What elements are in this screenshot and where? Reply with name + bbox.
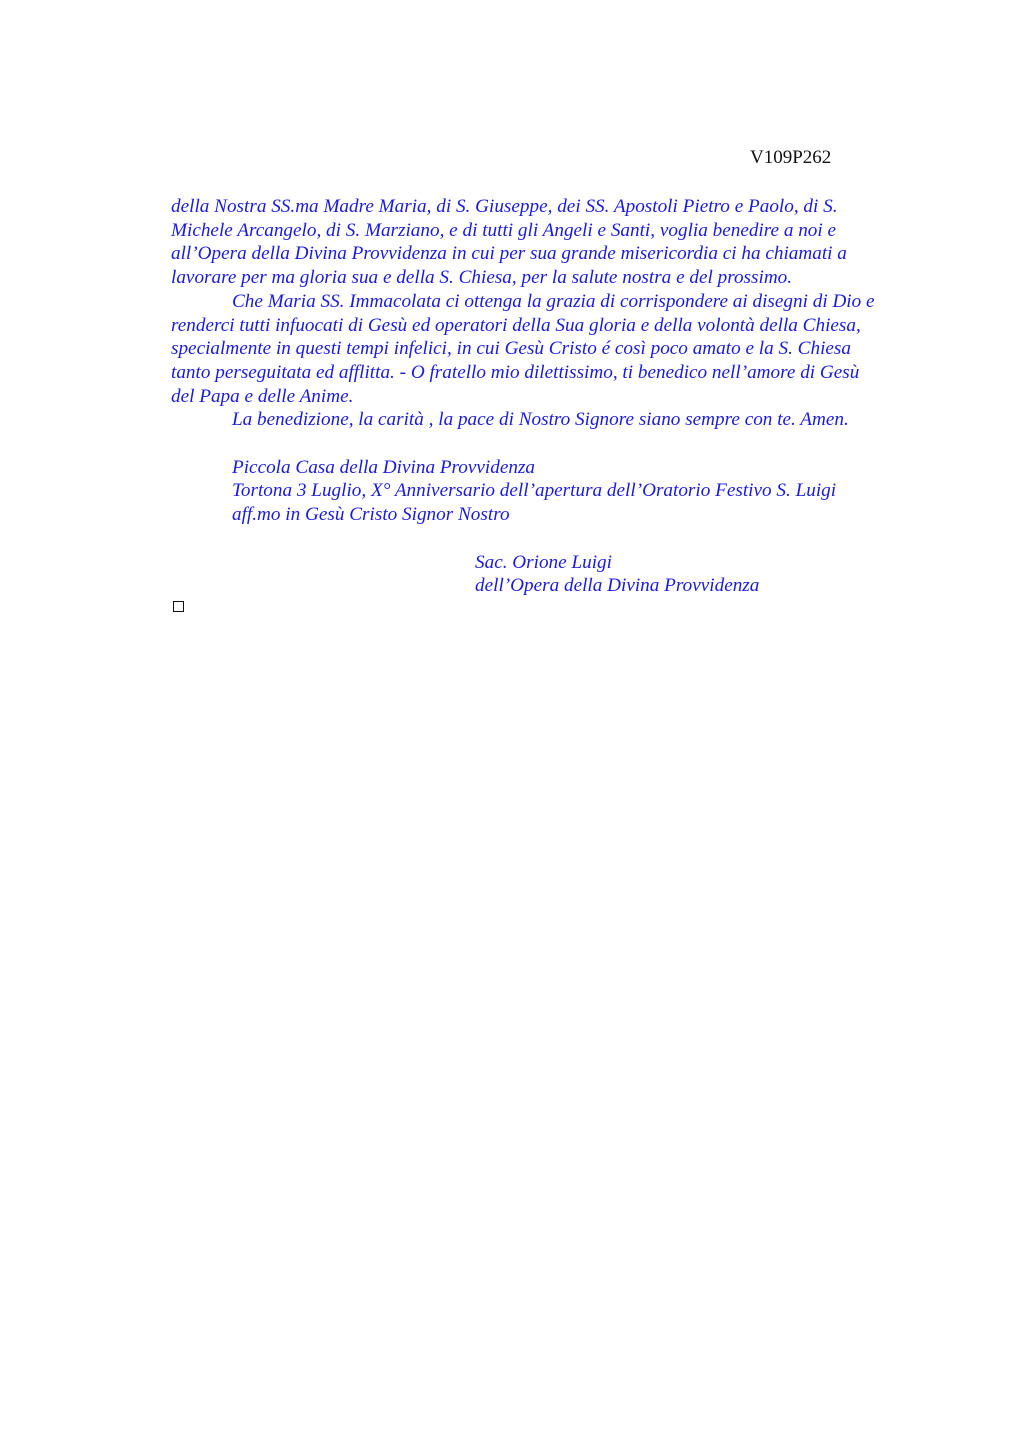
letter-line: Michele Arcangelo, di S. Marziano, e di tutti gli Angeli e Santi, voglia benedire a noi e (171, 219, 837, 241)
letter-line: della Nostra SS.ma Madre Maria, di S. Giuseppe, dei SS. Apostoli Pietro e Paolo, di S. (171, 196, 838, 217)
page-reference: V109P262 (750, 147, 832, 168)
signature-title: dell’Opera della Divina Provvidenza (475, 575, 760, 597)
closing-date: Tortona 3 Luglio, X° Anniversario dell’apertura dell’Oratorio Festivo S. Luigi (232, 480, 837, 502)
letter-body (171, 195, 931, 598)
letter-line: tanto perseguitata ed afflitta. - O fratello mio dilettissimo, ti benedico nell’amore di Gesù (171, 361, 860, 383)
letter-line: specialmente in questi tempi infelici, in cui Gesù Cristo é così poco amato e la S. Chiesa (171, 338, 851, 360)
blank-line (171, 527, 931, 551)
blank-line (171, 432, 931, 456)
letter-line: renderci tutti infuocati di Gesù ed operatori della Sua gloria e della volontà della Chiesa, (171, 314, 861, 336)
blessing-line: La benedizione, la carità , la pace di Nostro Signore siano sempre con te. Amen. (232, 409, 849, 431)
letter-line: lavorare per ma gloria sua e della S. Chiesa, per la salute nostra e del prossimo. (171, 267, 793, 289)
letter-line: del Papa e delle Anime. (171, 385, 354, 407)
letter-line: Che Maria SS. Immacolata ci ottenga la grazia di corrispondere ai disegni di Dio e (232, 290, 875, 312)
checkbox-square-icon (173, 601, 184, 612)
letter-line: all’Opera della Divina Provvidenza in cui per sua grande misericordia ci ha chiamati a (171, 243, 847, 265)
signature-name: Sac. Orione Luigi (475, 551, 612, 573)
closing-salutation: aff.mo in Gesù Cristo Signor Nostro (232, 504, 510, 526)
closing-place: Piccola Casa della Divina Provvidenza (232, 456, 536, 478)
